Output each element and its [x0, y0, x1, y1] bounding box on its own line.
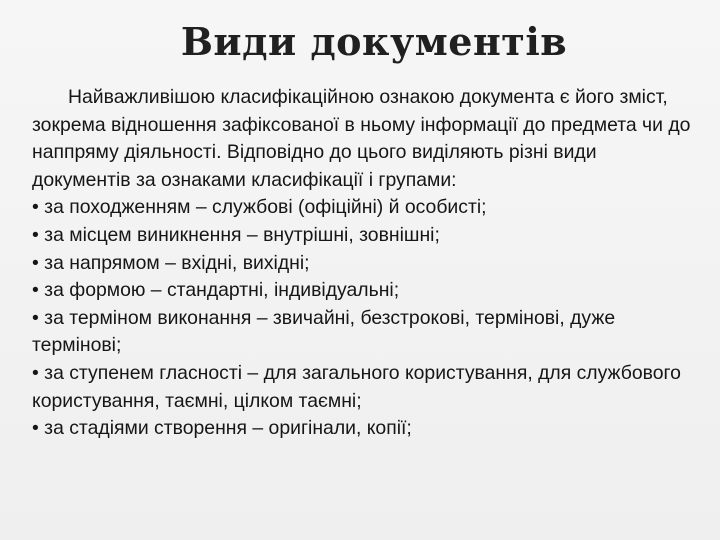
bullet-deadline: • за терміном виконання – звичайні, безстрокові, термінові, дуже термінові;	[32, 306, 616, 357]
slide-title: Види документів	[180, 19, 568, 64]
bullet-direction: • за напрямом – вхідні, вихідні;	[32, 251, 310, 274]
bullet-form: • за формою – стандартні, індивідуальні;	[32, 279, 400, 302]
intro-paragraph: Найважливішою класифікаційною ознакою документа є його зміст, зокрема відношення зафіксованої в ньому інформації до предмета чи до наппряму діяльності. Відповідно до цього виділяють різні види документів за ознаками класифікації і групами:	[32, 86, 691, 191]
bullet-origin: • за походженням – службові (офіційні) й особисті;	[32, 196, 487, 219]
bullet-publicity: • за ступенем гласності – для загального користування, для службового користування, таємні, цілком таємні;	[32, 361, 681, 412]
slide-body	[32, 84, 692, 443]
bullet-stages: • за стадіями створення – оригінали, копії;	[32, 417, 412, 440]
bullet-location: • за місцем виникнення – внутрішні, зовнішні;	[32, 223, 440, 246]
